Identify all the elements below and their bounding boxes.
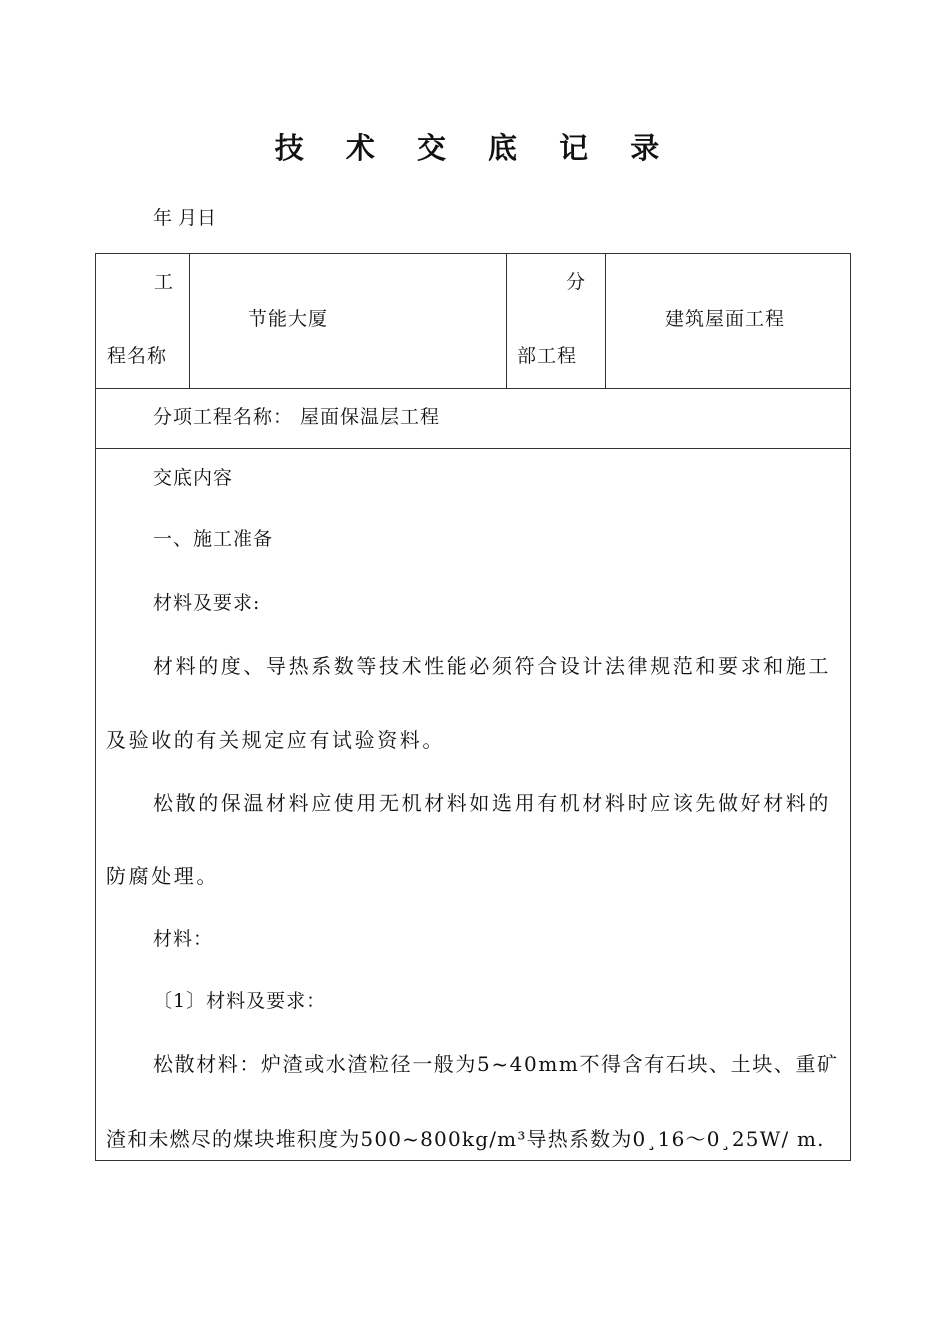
division-label-1: 分 bbox=[566, 271, 587, 293]
paragraph-line: 及验收的有关规定应有试验资料。 bbox=[106, 728, 445, 752]
divider bbox=[189, 254, 190, 389]
divider bbox=[96, 388, 850, 389]
project-name-label-1: 工 bbox=[154, 271, 175, 293]
paragraph-line: 渣和未燃尽的煤块堆积度为500~800kg/m³导热系数为0¸16～0¸25W/ m. bbox=[106, 1127, 825, 1151]
divider bbox=[605, 254, 606, 389]
project-name-value: 节能大厦 bbox=[248, 308, 329, 330]
paragraph-line: 松散的保温材料应使用无机材料如选用有机材料时应该先做好材料的 bbox=[153, 791, 831, 815]
date-label: 年 月日 bbox=[153, 207, 217, 229]
list-item: 〔1〕材料及要求： bbox=[153, 990, 327, 1012]
section-heading: 一、施工准备 bbox=[153, 528, 274, 550]
materials-label: 材料： bbox=[153, 928, 214, 950]
project-name-label-2: 程名称 bbox=[107, 345, 168, 367]
paragraph-line: 松散材料：炉渣或水渣粒径一般为5~40mm不得含有石块、土块、重矿 bbox=[153, 1052, 839, 1076]
sub-item-name: 分项工程名称： 屋面保温层工程 bbox=[153, 406, 441, 428]
page-title: 技 术 交 底 记 录 bbox=[274, 131, 676, 165]
divider bbox=[506, 254, 507, 389]
division-value: 建筑屋面工程 bbox=[665, 308, 786, 330]
content-heading: 交底内容 bbox=[153, 467, 234, 489]
paragraph-line: 防腐处理。 bbox=[106, 864, 219, 888]
divider bbox=[96, 448, 850, 449]
disclosure-table bbox=[95, 253, 851, 1161]
paragraph-line: 材料的度、导热系数等技术性能必须符合设计法律规范和要求和施工 bbox=[153, 654, 831, 678]
materials-requirements-label: 材料及要求: bbox=[153, 592, 261, 614]
division-label-2: 部工程 bbox=[517, 345, 578, 367]
